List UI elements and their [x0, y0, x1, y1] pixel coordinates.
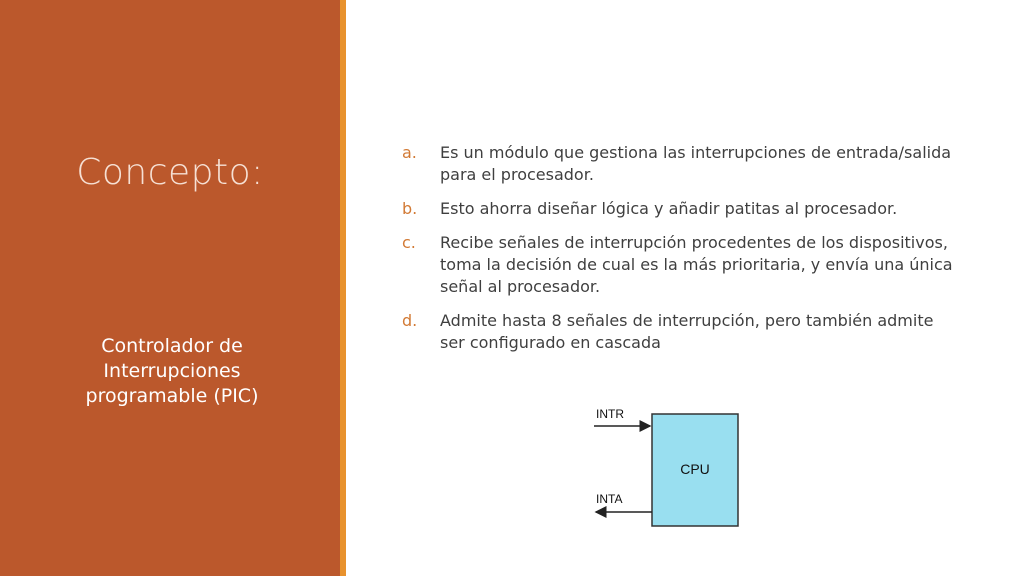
list-item: [402, 310, 962, 354]
bullet-text: Admite hasta 8 señales de interrupción, pero también admite ser configurado en cascada: [440, 311, 934, 352]
bullet-text: Esto ahorra diseñar lógica y añadir patitas al procesador.: [440, 199, 898, 218]
bullet-marker: a.: [402, 143, 417, 162]
bullet-marker: d.: [402, 311, 418, 330]
inta-label: INTA: [596, 492, 623, 506]
bullet-text: Es un módulo que gestiona las interrupciones de entrada/salida para el procesador.: [440, 143, 952, 184]
accent-bar: [340, 0, 346, 576]
intr-label: INTR: [596, 407, 624, 421]
slide-title: Concepto:: [76, 152, 264, 193]
bullet-text: Recibe señales de interrupción procedentes de los dispositivos, toma la decisión de cual es la más prioritaria, y envía una única señal al procesador.: [440, 233, 953, 296]
bullet-list: [402, 142, 962, 366]
left-panel: [0, 0, 340, 576]
bullet-marker: c.: [402, 233, 416, 252]
slide-subtitle: Controlador de Interrupciones programable (PIC): [85, 335, 259, 407]
list-item: [402, 198, 962, 220]
bullet-marker: b.: [402, 199, 418, 218]
list-item: [402, 232, 962, 298]
cpu-label: CPU: [680, 461, 710, 477]
list-item: [402, 142, 962, 186]
cpu-diagram: [592, 402, 752, 534]
